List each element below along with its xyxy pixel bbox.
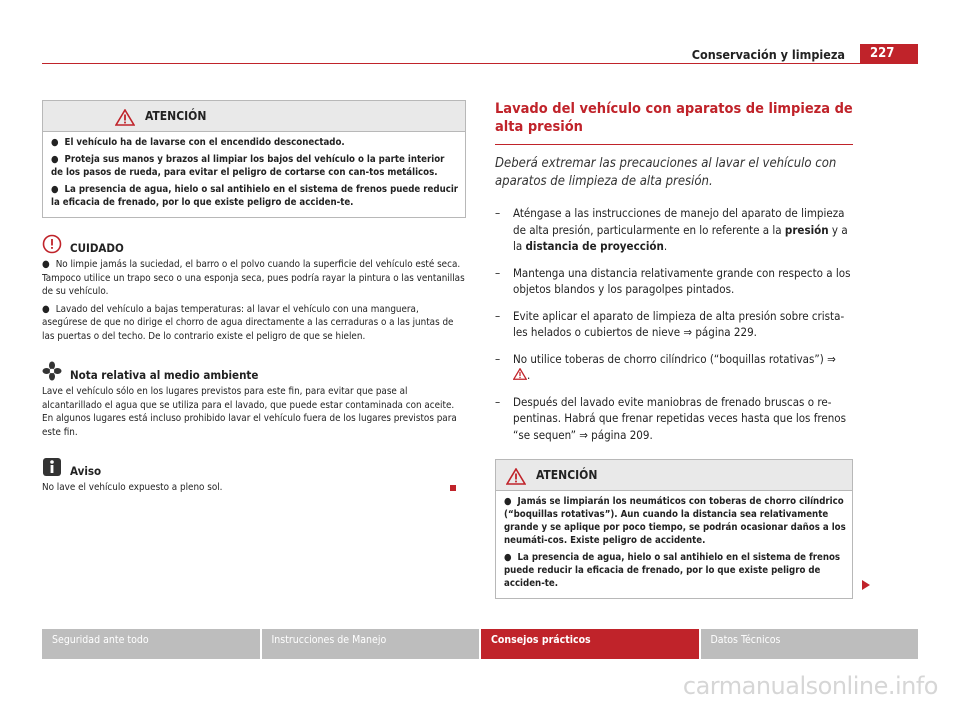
caution-note [42,232,466,343]
watermark: carmanualsonline.info [682,672,938,700]
page-number: 227 [860,44,918,64]
info-icon [42,457,62,477]
caution-title: CUIDADO [70,241,124,255]
notice-note [42,455,466,495]
section-end-marker [450,485,456,491]
warning-item: ● Proteja sus manos y brazos al limpiar los bajos del vehículo o la parte interior de los pasos de rueda, para evitar el peligro de cortarse con can-tos metálicos. [51,154,445,178]
warning-triangle-icon [513,368,527,380]
warning-title: ATENCIÓN [145,109,207,123]
warning-item: ● Jamás se limpiarán los neumáticos con toberas de chorro cilíndrico (“boquillas rotativas”). Aun cuando la distancia sea relativamente grande y se aplique por poco tiempo, se podrán ocasionar daños a los neumáti-cos. Existe peligro de accidente. [504,496,846,546]
exclamation-circle-icon [42,234,62,254]
warning-title: ATENCIÓN [536,468,598,482]
warning-triangle-icon [506,468,526,485]
warning-box-header [496,460,852,490]
environment-text: Lave el vehículo sólo en los lugares previstos para este fin, para evitar que pase al alcantarillado el agua que se utiliza para el lavado, que puede estar contaminada con aceite. En algunos lugares está incluso prohibido lavar el vehículo fuera de los lugares previstos para este fin. [42,386,457,438]
continue-arrow-icon [862,580,870,590]
left-column [42,100,466,495]
instruction-list [495,205,853,443]
warning-triangle-icon [115,109,135,126]
header-rule [42,63,918,64]
warning-item: ● La presencia de agua, hielo o sal antihielo en el sistema de frenos puede reducir la eficacia de frenado, por lo que existe peligro de acciden-te. [51,184,459,208]
tab-instrucciones[interactable]: Instrucciones de Manejo [262,629,480,659]
warning-box-right [495,459,853,599]
chapter-title: Conservación y limpieza [691,47,845,62]
right-column [495,100,853,599]
warning-box-left [42,100,466,218]
section-intro: Deberá extremar las precauciones al lavar el vehículo con aparatos de limpieza de alta presión. [495,156,837,189]
list-item: – No utilice toberas de chorro cilíndrico (“boquillas rotativas”) ⇒ . [495,351,836,382]
notice-text: No lave el vehículo expuesto a pleno sol. [42,481,466,495]
warning-body [496,490,852,598]
environment-title: Nota relativa al medio ambiente [70,368,259,382]
warning-item: ● El vehículo ha de lavarse con el encendido desconectado. [51,137,345,148]
list-item: – Después del lavado evite maniobras de frenado bruscas o re-pentinas. Habrá que frenar repetidas veces hasta que los frenos “se sequen” ⇒ página 209. [495,394,847,442]
section-rule [495,144,853,145]
flower-icon [42,361,62,381]
environment-note [42,359,466,439]
warning-box-header [43,101,465,131]
tab-consejos[interactable]: Consejos prácticos [481,629,699,659]
warning-item: ● La presencia de agua, hielo o sal antihielo en el sistema de frenos puede reducir la eficacia de frenado, por lo que existe peligro de acciden-te. [504,552,841,589]
notice-title: Aviso [70,464,102,478]
list-item: – Mantenga una distancia relativamente grande con respecto a los objetos blandos y los paragolpes pintados. [495,265,851,296]
list-item: – Evite aplicar el aparato de limpieza de alta presión sobre crista-les helados o cubiertos de nieve ⇒ página 229. [495,308,845,339]
caution-item: ● No limpie jamás la suciedad, el barro o el polvo cuando la superficie del vehículo esté seca. Tampoco utilice un trapo seco o una esponja seca, pues podría rayar la pintura o las ventanillas de su vehículo. [42,259,465,297]
tab-seguridad[interactable]: Seguridad ante todo [42,629,260,659]
footer-nav [42,629,918,659]
section-title: Lavado del vehículo con aparatos de limpieza de alta presión [495,101,853,135]
caution-item: ● Lavado del vehículo a bajas temperaturas: al lavar el vehículo con una manguera, asegúrese de que no dirige el chorro de agua directamente a las cerraduras o a las juntas de las puertas o del techo. De lo contrario existe el peligro de que se hielen. [42,303,454,342]
list-item: – Aténgase a las instrucciones de manejo del aparato de limpieza de alta presión, particularmente en lo referente a la presión y a la distancia de proyección. [495,206,848,253]
warning-body [43,131,465,217]
tab-datos[interactable]: Datos Técnicos [701,629,919,659]
